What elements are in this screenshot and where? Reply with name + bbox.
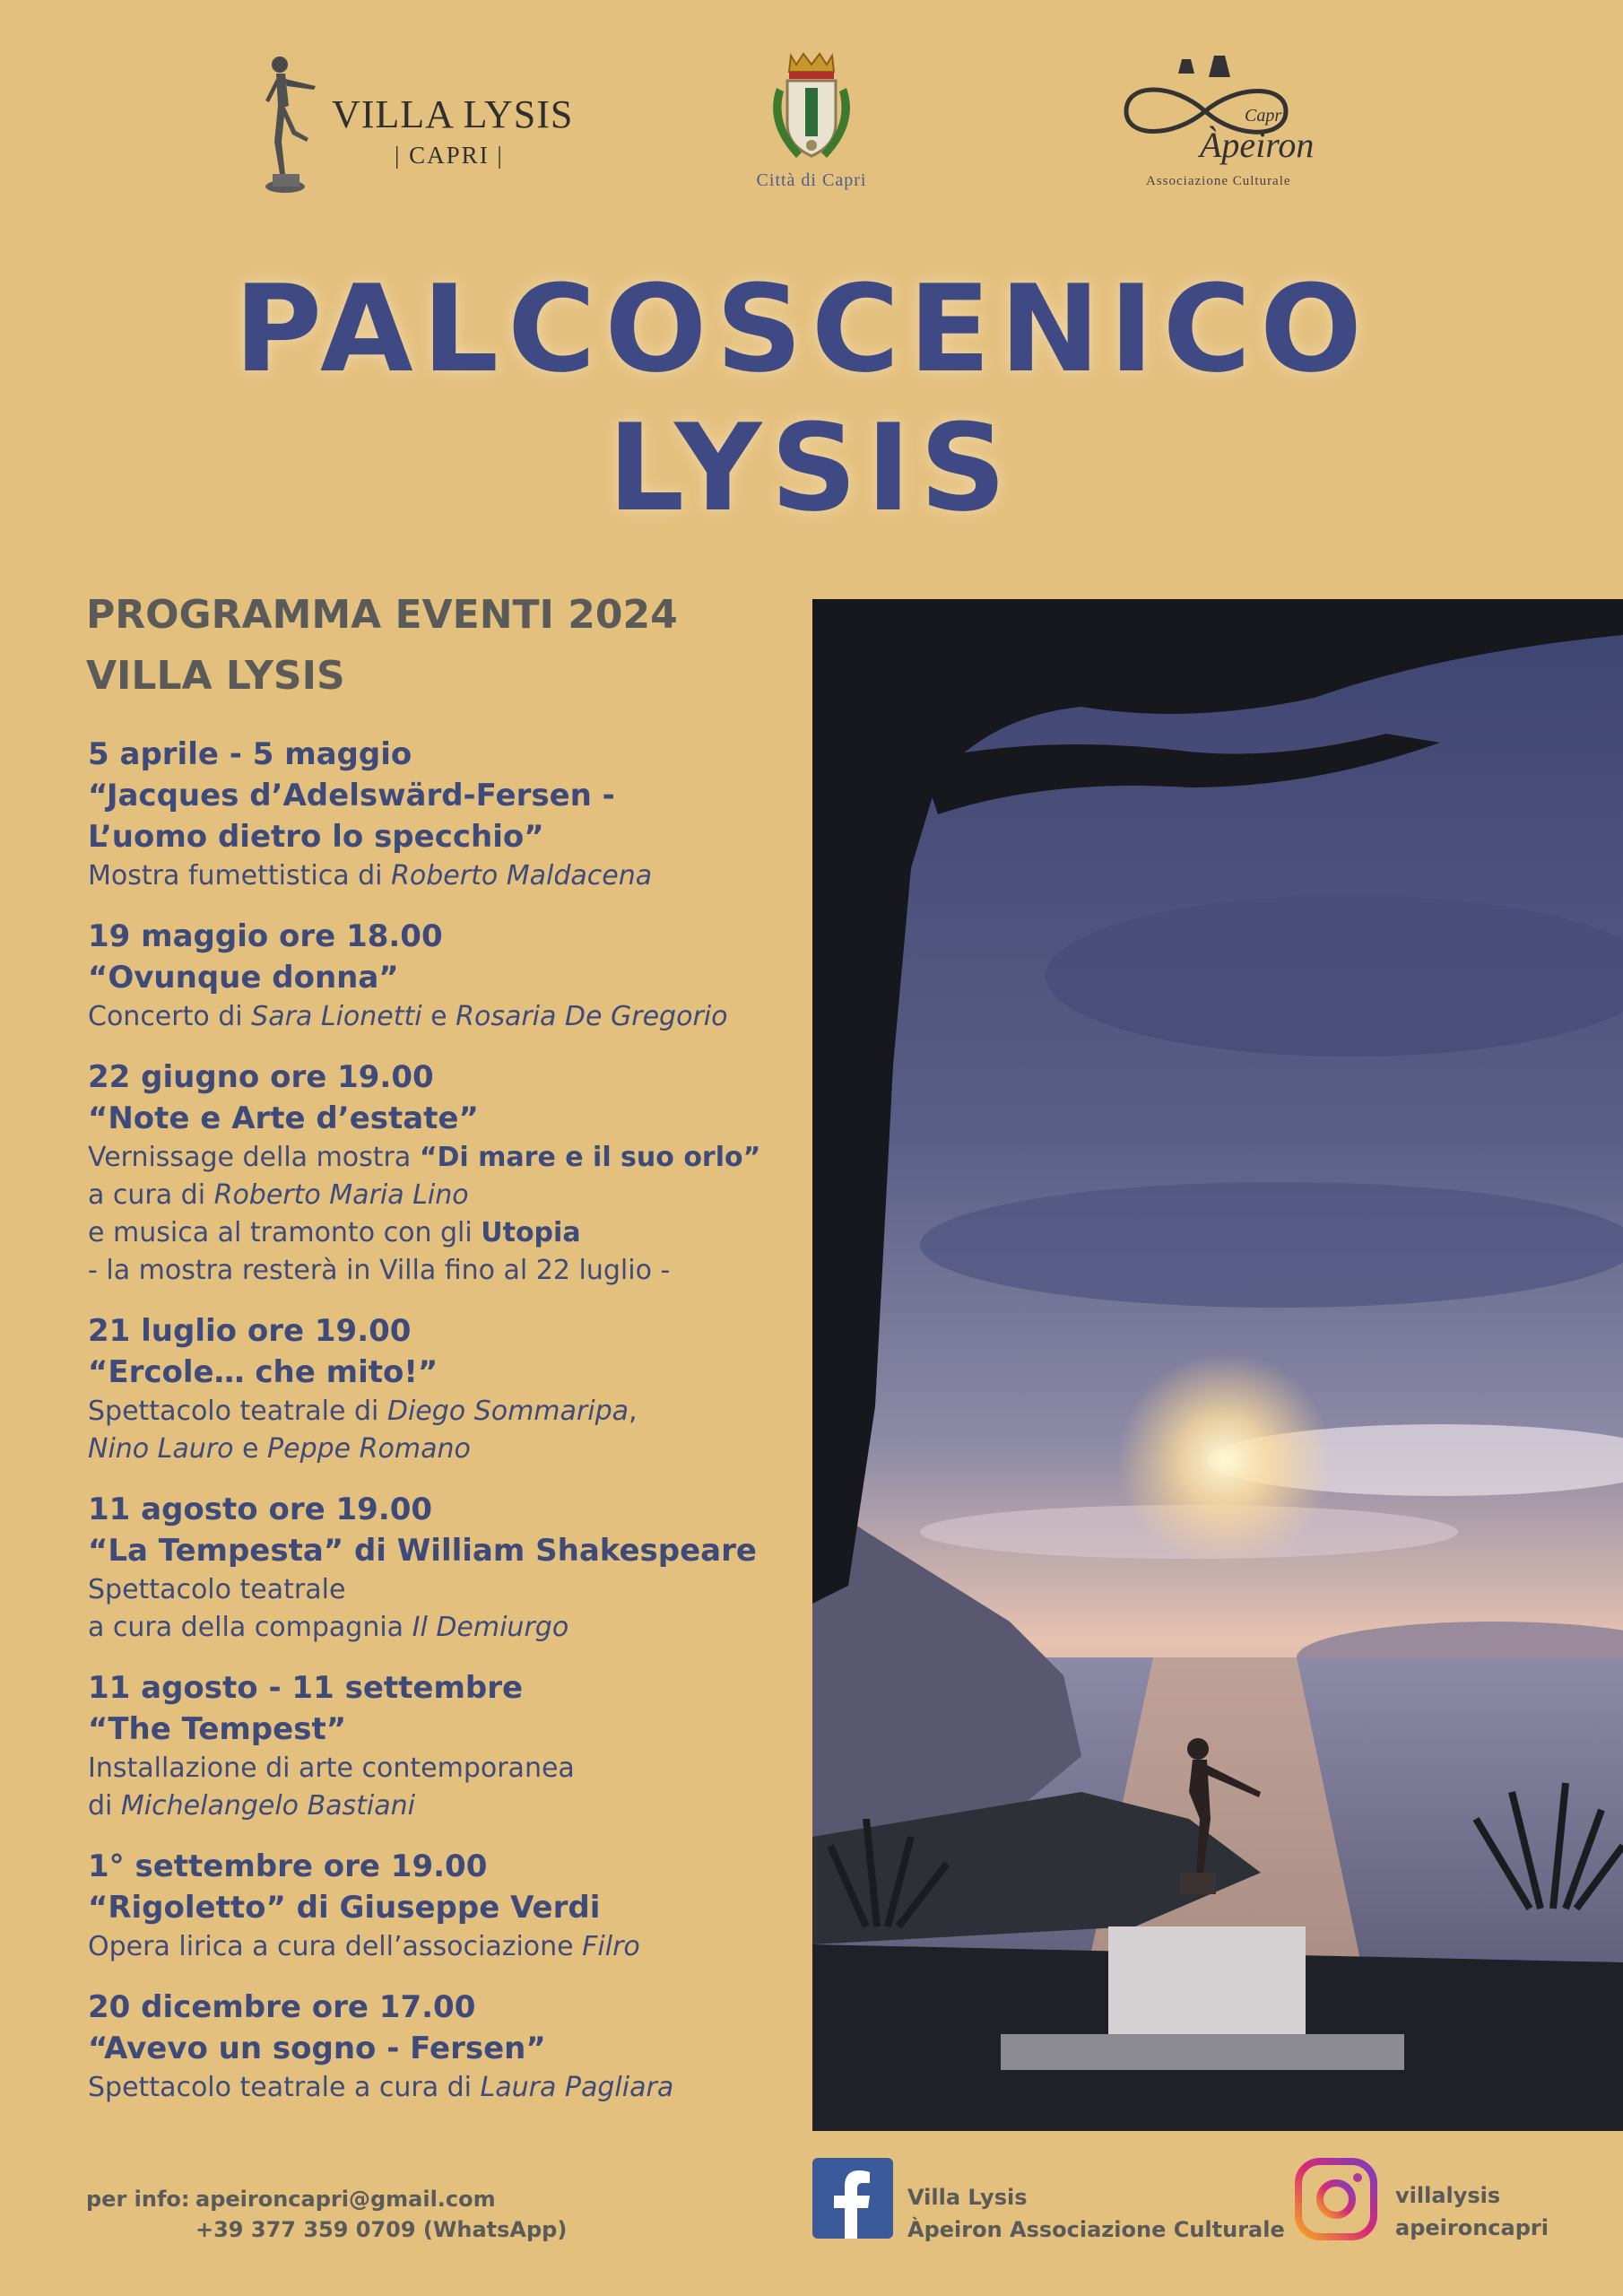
event-title: “La Tempesta” di William Shakespeare [88,1533,757,1569]
event-item [88,1057,805,1290]
apeiron-assoc: Associazione Culturale [1146,174,1291,188]
instagram-handle-1[interactable]: villalysis [1395,2183,1501,2208]
sunset-photo [812,599,1623,2131]
event-description-line [88,1609,805,1647]
event-description-line [88,1750,805,1787]
event-title: “Ercole… che mito!” [88,1354,438,1390]
event-date: 21 luglio ore 19.00 [88,1313,412,1349]
performer-name: Nino Lauro [88,1433,234,1465]
coat-of-arms-icon [760,52,863,163]
event-description-line [88,1252,805,1290]
description-text: - la mostra resterà in Villa fino al 22 luglio - [88,1255,671,1286]
description-text: e [233,1433,268,1465]
program-heading: PROGRAMMA EVENTI 2024 [86,592,678,638]
description-text: a cura della compagnia [88,1612,412,1643]
event-description-line [88,1928,805,1966]
event-description-line [88,1431,805,1468]
performer-name: Peppe Romano [267,1433,471,1465]
event-date: 20 dicembre ore 17.00 [88,1989,476,2025]
event-date: 19 maggio ore 18.00 [88,918,443,954]
event-title: “Jacques d’Adelswärd-Fersen - [88,778,615,813]
description-text: Vernissage della mostra [88,1142,420,1173]
performer-name: Roberto Maldacena [391,860,653,891]
performer-name: Roberto Maria Lino [213,1179,469,1211]
description-text: Concerto di [88,1001,252,1032]
event-date: 11 agosto ore 19.00 [88,1492,433,1527]
description-text: Mostra fumettistica di [88,860,392,891]
apeiron-logo [1119,52,1325,196]
event-item [88,1310,805,1468]
event-title: “The Tempest” [88,1711,347,1747]
info-label: per info: [86,2187,190,2212]
event-description-line [88,1787,805,1825]
event-item [88,1987,805,2107]
instagram-handle-2[interactable]: apeironcapri [1395,2215,1549,2240]
event-description-line [88,1177,805,1214]
instagram-icon[interactable] [1295,2158,1377,2240]
program-subheading: VILLA LYSIS [86,653,345,699]
description-text: Spettacolo teatrale di [88,1396,387,1427]
event-item [88,1489,805,1647]
event-title: “Note e Arte d’estate” [88,1100,479,1136]
performer-name: Rosaria De Gregorio [456,1001,728,1032]
event-title: “Rigoletto” di Giuseppe Verdi [88,1890,601,1926]
citta-di-capri-caption: Città di Capri [756,170,867,190]
citta-di-capri-logo [735,52,888,196]
event-description-line [88,1139,805,1177]
event-date: 22 giugno ore 19.00 [88,1059,434,1095]
event-item [88,1846,805,1966]
description-text: , [629,1396,638,1427]
page-title-line1: PALCOSCENICO [234,259,1371,399]
description-text: Opera lirica a cura dell’associazione [88,1931,583,1962]
event-date: 1° settembre ore 19.00 [88,1848,488,1884]
villa-lysis-logo [258,52,581,196]
event-list [88,734,805,2127]
apeiron-capri: Capri [1245,106,1287,126]
description-text: Spettacolo teatrale [88,1574,346,1605]
description-text: di [88,1790,121,1822]
facebook-page-2[interactable]: Àpeiron Associazione Culturale [907,2217,1285,2242]
performer-name: Sara Lionetti [251,1001,422,1032]
event-date: 11 agosto - 11 settembre [88,1670,524,1706]
facebook-page-1[interactable]: Villa Lysis [907,2185,1028,2210]
highlight-text: Utopia [481,1217,581,1248]
description-text: Installazione di arte contemporanea [88,1752,575,1784]
description-text: a cura di [88,1179,214,1211]
contact-phone[interactable]: +39 377 359 0709 (WhatsApp) [195,2217,568,2242]
facebook-icon[interactable] [812,2158,893,2239]
statue-icon [258,52,321,196]
event-description-line [88,1571,805,1609]
description-text: Spettacolo teatrale a cura di [88,2072,481,2103]
event-title: “Ovunque donna” [88,960,399,996]
highlight-text: “Di mare e il suo orlo” [419,1142,761,1173]
villa-lysis-name: VILLA LYSIS [332,92,574,136]
event-description-line [88,1393,805,1431]
event-description-line [88,998,805,1036]
event-description-line [88,1214,805,1252]
villa-lysis-sub: | CAPRI | [395,142,504,169]
performer-name: Laura Pagliara [480,2072,674,2103]
event-description-line [88,857,805,895]
event-description-line [88,2069,805,2107]
performer-name: Michelangelo Bastiani [120,1790,415,1822]
contact-email[interactable]: apeironcapri@gmail.com [195,2187,496,2212]
event-item [88,916,805,1036]
description-text: e [421,1001,456,1032]
event-item [88,1667,805,1825]
event-title-cont: L’uomo dietro lo specchio” [88,819,544,855]
performer-name: Il Demiurgo [412,1612,569,1643]
description-text: e musica al tramonto con gli [88,1217,482,1248]
apeiron-brand: Àpeiron [1200,125,1315,165]
event-date: 5 aprile - 5 maggio [88,736,412,772]
performer-name: Filro [582,1931,640,1962]
performer-name: Diego Sommaripa [386,1396,629,1427]
page-title-line2: LYSIS [607,398,1016,538]
event-item [88,734,805,895]
event-title: “Avevo un sogno - Fersen” [88,2031,546,2066]
